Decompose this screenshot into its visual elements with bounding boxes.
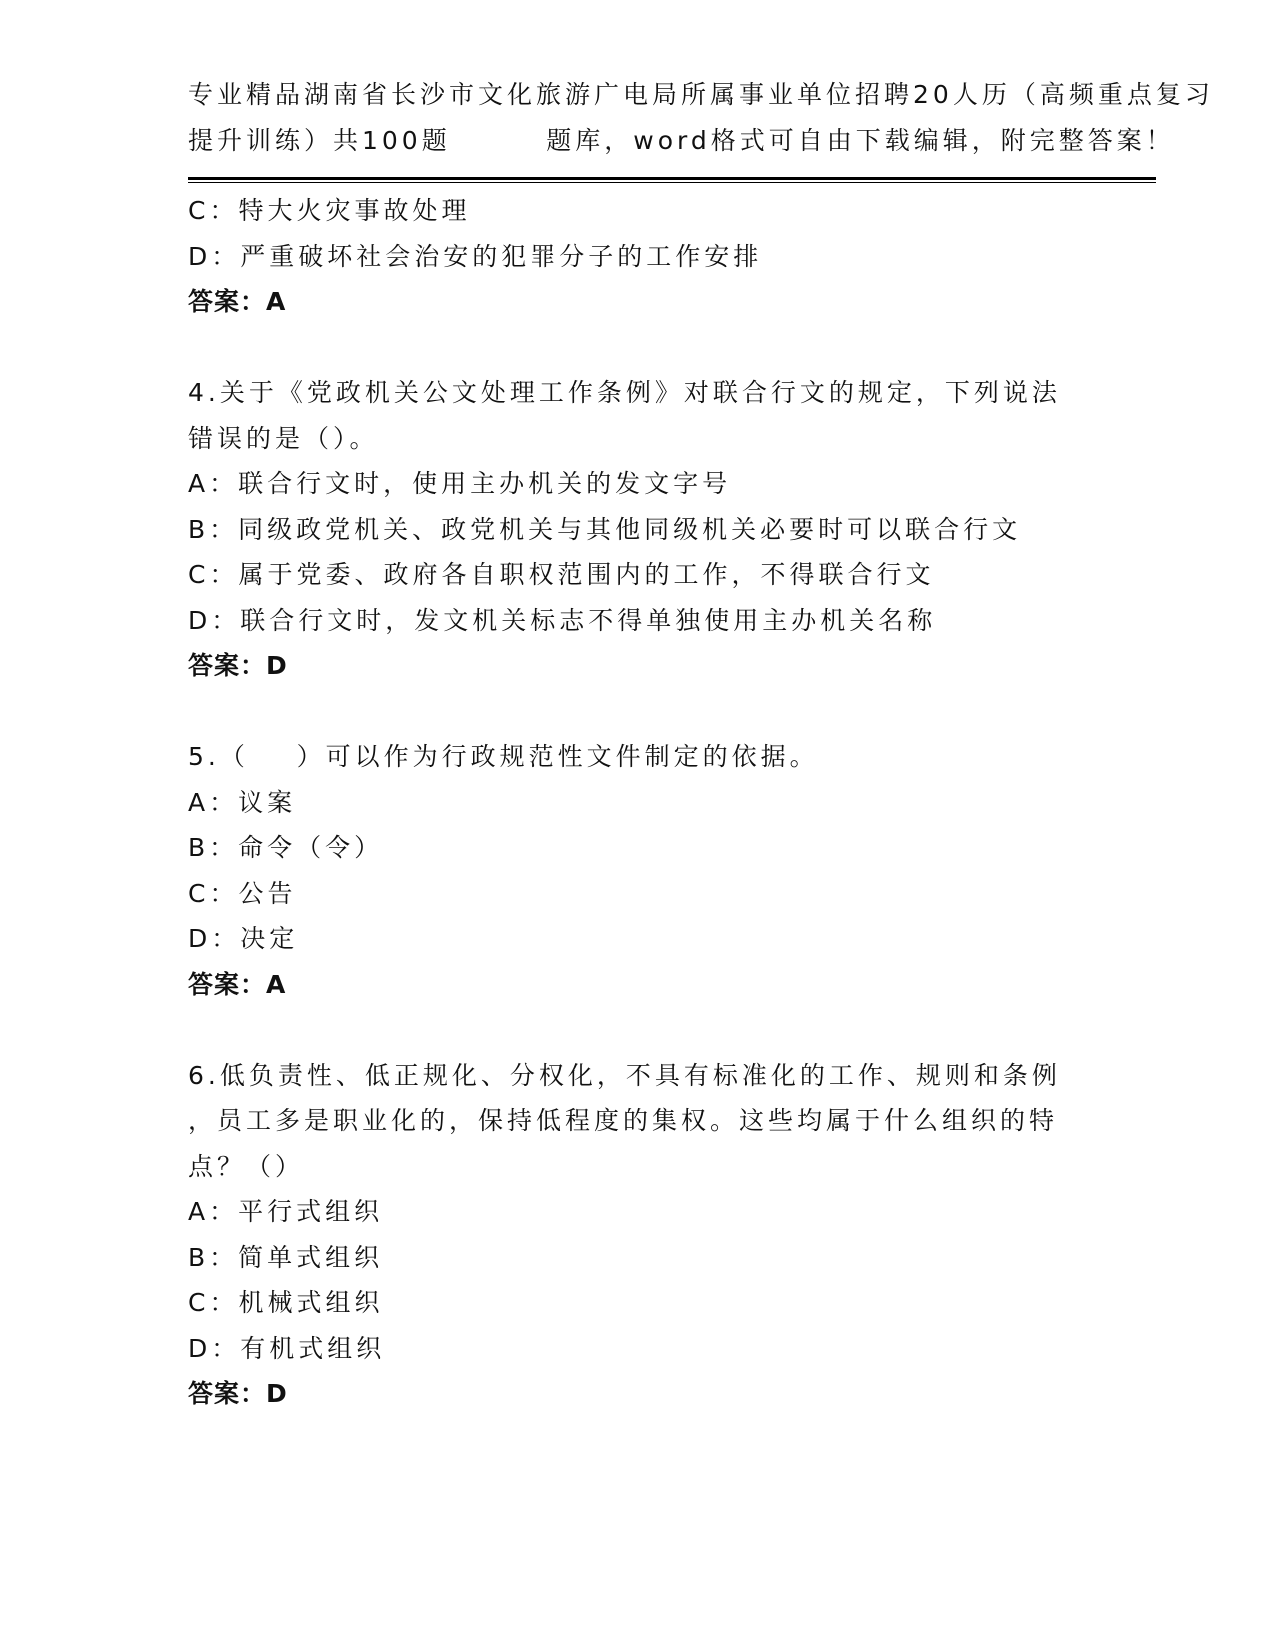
option-c: C：属于党委、政府各自职权范围内的工作，不得联合行文 bbox=[188, 560, 935, 589]
option-c: C：公告 bbox=[188, 878, 297, 908]
question-4 bbox=[188, 370, 1088, 689]
header-line-2: 提升训练）共100题 题库，word格式可自由下载编辑，附完整答案！ bbox=[188, 125, 1175, 155]
option-b: B：同级政党机关、政党机关与其他同级机关必要时可以联合行文 bbox=[188, 514, 1022, 544]
question-6 bbox=[188, 1053, 1088, 1417]
question-stem: 6.低负责性、低正规化、分权化，不具有标准化的工作、规则和条例 bbox=[188, 1060, 1061, 1090]
option-d: D：有机式组织 bbox=[188, 1333, 386, 1363]
spacer bbox=[188, 689, 1088, 735]
answer: 答案：D bbox=[188, 651, 288, 680]
option-d: D：联合行文时，发文机关标志不得单独使用主办机关名称 bbox=[188, 605, 937, 635]
header-line-1: 专业精品湖南省长沙市文化旅游广电局所属事业单位招聘20人历（高频重点复习 bbox=[188, 80, 1214, 109]
question-stem-continued: ，员工多是职业化的，保持低程度的集权。这些均属于什么组织的特 bbox=[188, 1106, 1059, 1135]
header-divider-thin bbox=[188, 182, 1156, 183]
option-b: B：简单式组织 bbox=[188, 1242, 384, 1272]
question-3 bbox=[188, 188, 1088, 325]
question-stem: 4.关于《党政机关公文处理工作条例》对联合行文的规定，下列说法 bbox=[188, 378, 1061, 407]
header-divider-thick bbox=[188, 177, 1156, 180]
option-c: C：机械式组织 bbox=[188, 1288, 384, 1317]
option-a: A：联合行文时，使用主办机关的发文字号 bbox=[188, 469, 732, 498]
option-a: A：平行式组织 bbox=[188, 1197, 384, 1226]
option-a: A：议案 bbox=[188, 787, 297, 817]
document-body bbox=[188, 188, 1088, 1417]
answer: 答案：D bbox=[188, 1379, 288, 1408]
question-5 bbox=[188, 734, 1088, 1007]
question-stem-continued: 错误的是（）。 bbox=[188, 423, 379, 453]
answer: 答案：A bbox=[188, 969, 287, 999]
question-stem-continued: 点？（） bbox=[188, 1151, 305, 1181]
question-stem: 5.（ ）可以作为行政规范性文件制定的依据。 bbox=[188, 742, 819, 771]
spacer bbox=[188, 1007, 1088, 1053]
option-d: D：严重破坏社会治安的犯罪分子的工作安排 bbox=[188, 241, 763, 271]
answer: 答案：A bbox=[188, 287, 287, 316]
page-header bbox=[188, 72, 1214, 163]
spacer bbox=[188, 325, 1088, 371]
option-c: C：特大火灾事故处理 bbox=[188, 196, 471, 225]
option-d: D：决定 bbox=[188, 924, 299, 953]
option-b: B：命令（令） bbox=[188, 833, 384, 862]
